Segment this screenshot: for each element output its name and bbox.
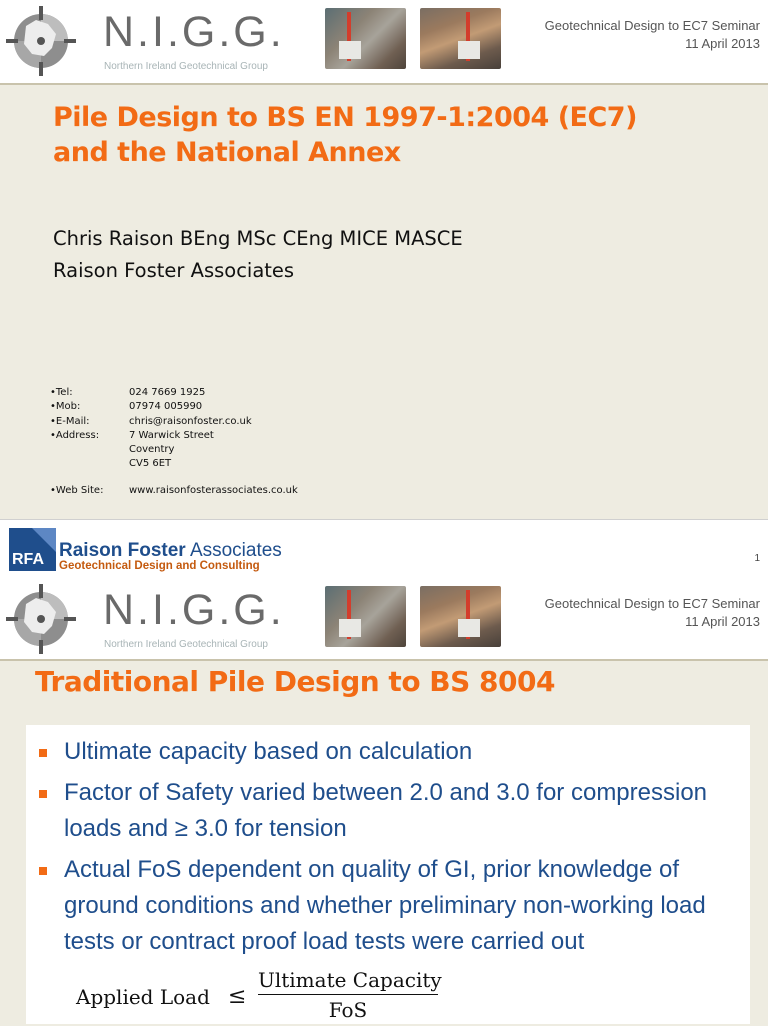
piling-rig-photo	[420, 8, 501, 69]
bullet-text: Ultimate capacity based on calculation	[64, 738, 473, 765]
formula-lhs: Applied Load	[76, 985, 210, 1009]
contact-value: 7 Warwick Street	[129, 429, 214, 441]
slide1-footer	[0, 519, 768, 579]
contact-label: •E-Mail:	[50, 415, 90, 427]
list-item	[36, 734, 736, 770]
contact-label: •Tel:	[50, 387, 73, 398]
bullet-list	[36, 734, 736, 965]
contact-label	[50, 457, 129, 471]
rfa-name-bold: Raison Foster	[59, 540, 186, 561]
contact-value: CV5 6ET	[129, 458, 172, 470]
seminar-date: 11 April 2013	[685, 36, 760, 51]
contact-row	[50, 429, 298, 443]
slide2-header	[0, 578, 768, 660]
author-company: Raison Foster Associates	[53, 259, 295, 282]
bullet-square-icon	[39, 790, 47, 798]
slide1-title-line1: Pile Design to BS EN 1997-1:2004 (EC7)	[53, 102, 637, 133]
contact-row	[50, 443, 298, 457]
author-name: Chris Raison BEng MSc CEng MICE MASCE	[53, 227, 463, 250]
rfa-logo-text: RFA	[12, 551, 44, 568]
nigg-logo-icon	[6, 582, 76, 656]
drilling-rig-photo	[325, 8, 406, 69]
seminar-title: Geotechnical Design to EC7 Seminar	[544, 18, 760, 33]
drilling-rig-photo	[325, 586, 406, 647]
contact-details	[50, 386, 298, 498]
rfa-name-rest: Associates	[189, 540, 282, 561]
contact-row	[50, 484, 298, 498]
brand-name: N.I.G.G.	[103, 586, 285, 634]
contact-value: 024 7669 1925	[129, 387, 206, 398]
nigg-logo-icon	[6, 4, 76, 78]
rfa-company-name	[59, 540, 282, 562]
brand-subtitle: Northern Ireland Geotechnical Group	[104, 639, 268, 650]
slide2-title: Traditional Pile Design to BS 8004	[35, 665, 555, 698]
contact-row	[50, 386, 298, 400]
formula-denominator: FoS	[328, 998, 368, 1022]
email-link[interactable]: chris@raisonfoster.co.uk	[129, 415, 252, 427]
contact-label: •Address:	[50, 429, 100, 441]
bullet-text: Factor of Safety varied between 2.0 and 3.0 for compression loads and ≥ 3.0 for tension	[64, 779, 708, 842]
seminar-title: Geotechnical Design to EC7 Seminar	[544, 596, 760, 611]
piling-rig-photo	[420, 586, 501, 647]
brand-subtitle: Northern Ireland Geotechnical Group	[104, 61, 268, 72]
slide1-title	[53, 100, 637, 170]
contact-row	[50, 457, 298, 471]
bullet-text: Actual FoS dependent on quality of GI, prior knowledge of ground conditions and whether preliminary non-working load tests or contract proof load tests were carried out	[64, 856, 706, 955]
bullet-square-icon	[39, 749, 47, 757]
seminar-date: 11 April 2013	[685, 614, 760, 629]
list-item	[36, 775, 736, 847]
contact-label: •Mob:	[50, 401, 81, 413]
slide1-title-line2: and the National Annex	[53, 137, 401, 168]
page-number: 1	[754, 553, 760, 564]
contact-label: •Web Site:	[50, 484, 104, 496]
rfa-tagline: Geotechnical Design and Consulting	[59, 560, 260, 572]
seminar-info	[545, 17, 760, 53]
website-link[interactable]: www.raisonfosterassociates.co.uk	[129, 484, 298, 496]
formula-operator: ≤	[228, 984, 247, 1009]
seminar-info	[545, 595, 760, 631]
contact-value: Coventry	[129, 444, 175, 456]
contact-row	[50, 415, 298, 429]
slide1-header	[0, 0, 768, 82]
author-block	[53, 223, 463, 287]
contact-row	[50, 400, 298, 414]
list-item	[36, 852, 736, 960]
contact-label	[50, 443, 129, 457]
contact-value: 07974 005990	[129, 401, 203, 413]
bullet-square-icon	[39, 867, 47, 875]
brand-name: N.I.G.G.	[103, 8, 285, 56]
formula-fraction	[258, 968, 442, 1022]
rfa-logo-icon	[9, 528, 56, 571]
slide2-content-box	[26, 725, 750, 1024]
formula-numerator: Ultimate Capacity	[258, 968, 438, 995]
